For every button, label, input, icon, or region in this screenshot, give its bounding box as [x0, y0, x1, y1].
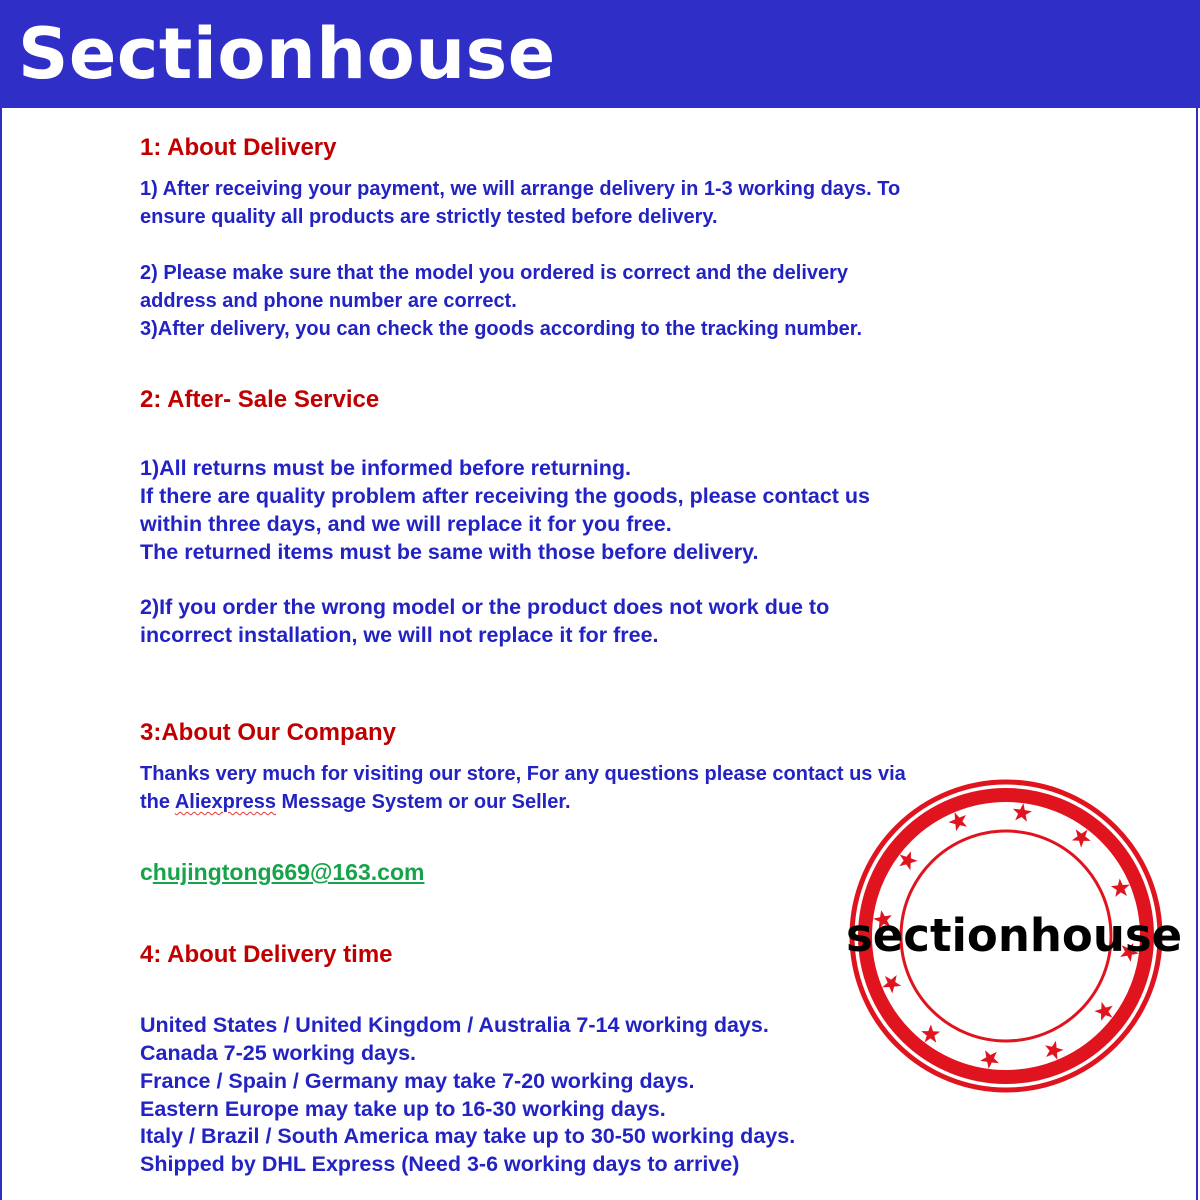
delivery-line: 2) Please make sure that the model you ordered is correct and the delivery	[140, 262, 849, 284]
company-line: Thanks very much for visiting our store, For any questions please contact us via	[140, 763, 906, 785]
stamp-star-icon	[1094, 1002, 1112, 1021]
aliexpress-word: Aliexpress	[174, 791, 276, 813]
delivery-time-line: France / Spain / Germany may take 7-20 working days.	[140, 1069, 695, 1093]
stamp-star-icon	[1045, 1041, 1064, 1060]
heading-about-delivery: 1: About Delivery	[140, 134, 337, 161]
stamp-star-icon	[949, 812, 968, 831]
heading-about-company: 3:About Our Company	[140, 719, 396, 746]
heading-after-sale-service: 2: After- Sale Service	[140, 386, 380, 413]
email-first-char: c	[140, 859, 153, 885]
delivery-time-line: Shipped by DHL Express (Need 3-6 working days to arrive)	[140, 1152, 740, 1176]
delivery-line: address and phone number are correct.	[140, 290, 517, 312]
after-sale-line: If there are quality problem after receiving the goods, please contact us	[140, 484, 871, 508]
stamp-text: sectionhouse	[846, 909, 1183, 962]
company-line-post: Message System or our Seller.	[276, 791, 571, 813]
company-line-pre: the	[140, 791, 175, 813]
delivery-time-line: Eastern Europe may take up to 16-30 working days.	[140, 1097, 666, 1121]
stamp-star-icon	[1111, 879, 1130, 898]
after-sale-line: 1)All returns must be informed before returning.	[140, 456, 631, 480]
email-rest: hujingtong669@163.com	[152, 859, 425, 885]
stamp-star-icon	[899, 851, 917, 870]
after-sale-line: 2)If you order the wrong model or the product does not work due to	[140, 595, 830, 619]
delivery-line: 3)After delivery, you can check the goods according to the tracking number.	[140, 318, 863, 340]
stamp-star-icon	[1072, 829, 1091, 847]
stamp-star-icon	[1013, 803, 1032, 822]
delivery-time-line: United States / United Kingdom / Australia 7-14 working days.	[140, 1013, 769, 1037]
delivery-line: ensure quality all products are strictly tested before delivery.	[140, 206, 718, 228]
brand-title: Sectionhouse	[18, 13, 556, 95]
delivery-line: 1) After receiving your payment, we will arrange delivery in 1-3 working days. To	[140, 178, 901, 200]
heading-delivery-time: 4: About Delivery time	[140, 941, 393, 968]
company-line	[140, 791, 571, 814]
delivery-time-line: Canada 7-25 working days.	[140, 1041, 417, 1065]
header-banner	[0, 0, 1200, 108]
stamp-star-icon	[882, 975, 901, 994]
stamp-star-icon	[921, 1024, 940, 1042]
after-sale-line: within three days, and we will replace it for you free.	[140, 512, 672, 536]
after-sale-line: incorrect installation, we will not replace it for free.	[140, 623, 659, 647]
email-link[interactable]	[140, 859, 424, 886]
delivery-time-line: Italy / Brazil / South America may take up to 30-50 working days.	[140, 1124, 796, 1148]
stamp-star-icon	[980, 1050, 999, 1069]
after-sale-line: The returned items must be same with those before delivery.	[140, 540, 759, 564]
